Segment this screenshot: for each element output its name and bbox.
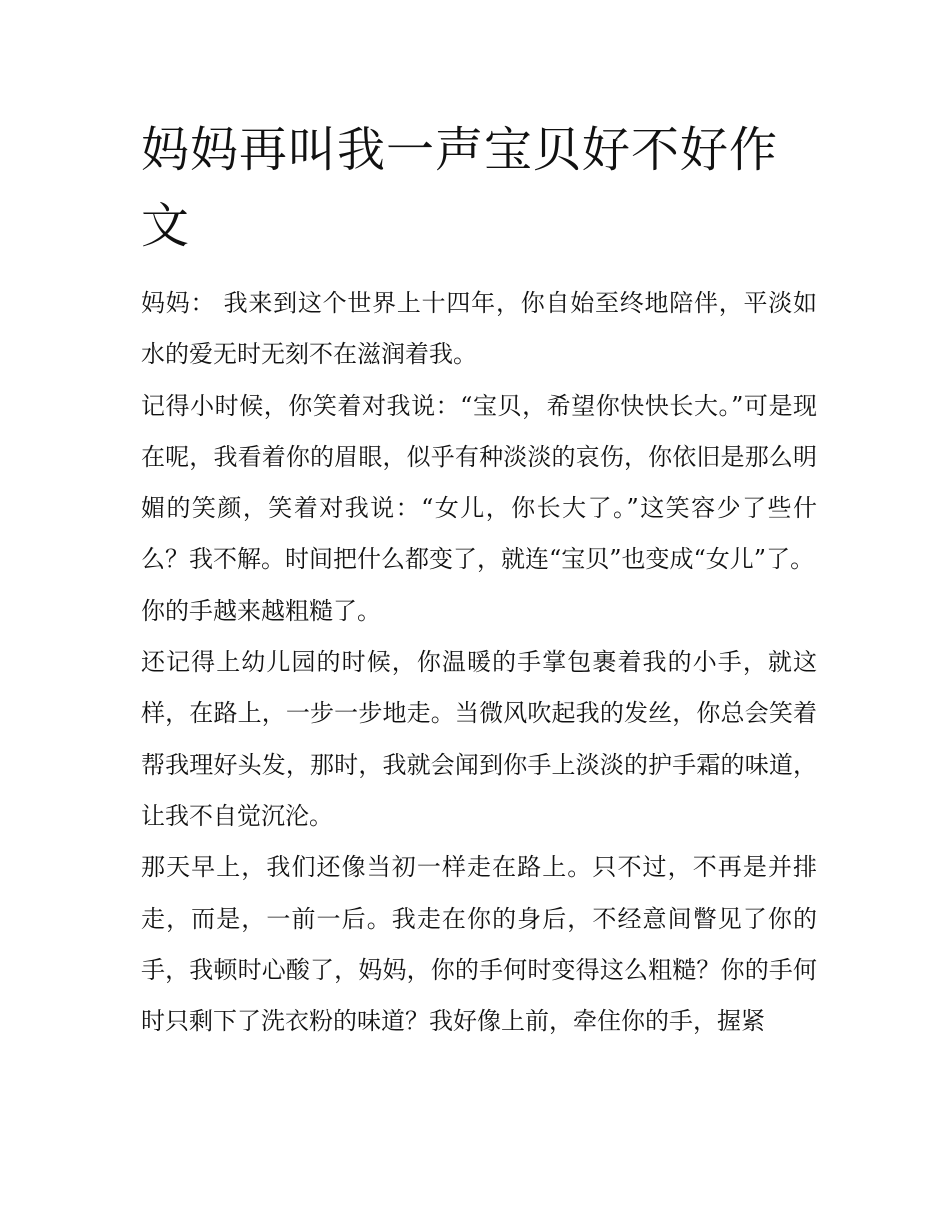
paragraph-1: 妈妈： 我来到这个世界上十四年，你自始至终地陪伴，平淡如水的爱无时无刻不在滋润着我。	[141, 289, 817, 369]
paragraph-3: 你的手越来越粗糙了。	[141, 596, 381, 625]
document-title: 妈妈再叫我一声宝贝好不好作文	[141, 122, 779, 254]
paragraph-2: 记得小时候，你笑着对我说：“宝贝，希望你快快长大。”可是现在呢，我看着你的眉眼，似乎有种淡淡的哀伤，你依旧是那么明媚的笑颜，笑着对我说：“女儿，你长大了。”这笑容少了些什么？我不解。时间把什么都变了，就连“宝贝”也变成“女儿”了。	[141, 391, 817, 574]
paragraph-4: 还记得上幼儿园的时候，你温暖的手掌包裹着我的小手，就这样，在路上，一步一步地走。当微风吹起我的发丝，你总会笑着帮我理好头发，那时，我就会闻到你手上淡淡的护手霜的味道，让我不自觉沉沦。	[141, 648, 817, 830]
document-body	[141, 278, 817, 1047]
paragraph-5: 那天早上，我们还像当初一样走在路上。只不过，不再是并排走，而是，一前一后。我走在你的身后，不经意间瞥见了你的手，我顿时心酸了，妈妈，你的手何时变得这么粗糙？你的手何时只剩下了洗衣粉的味道？我好像上前，牵住你的手，握紧	[141, 853, 817, 1036]
